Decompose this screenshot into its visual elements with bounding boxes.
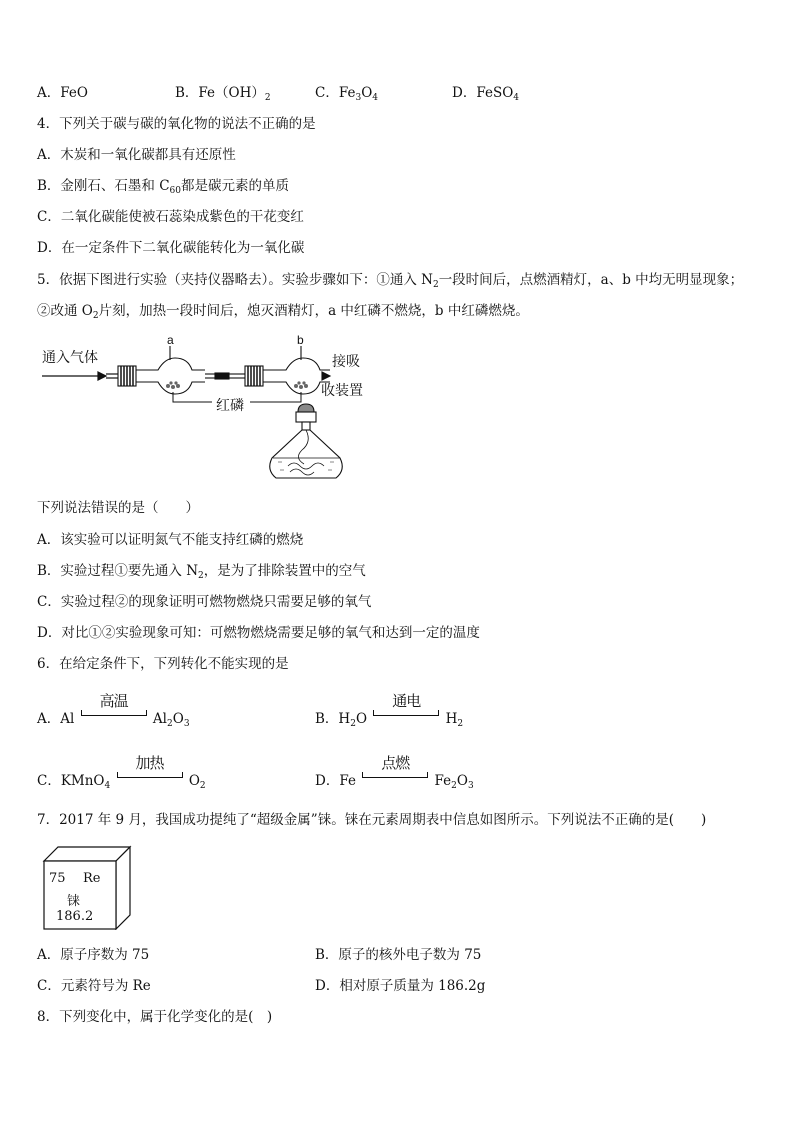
q4-option-a: A．木炭和一氧化碳都具有还原性 <box>37 147 236 163</box>
q6-option-b: B．$H_2O$ 通电 $H_2$ <box>315 692 464 729</box>
q6-option-a: A．Al 高温 $Al_2O_3$ <box>37 692 190 729</box>
reaction-arrow-d: 点燃 <box>360 764 430 790</box>
q5-stem-line2: ②改通 $O_2$片刻，加热一段时间后，熄灭酒精灯，a 中红磷不燃烧，b 中红磷燃烧。 <box>37 303 529 321</box>
element-symbol: Re <box>83 871 101 886</box>
diagram-inlet-label: 通入气体 <box>42 349 98 365</box>
q8-stem: 8．下列变化中，属于化学变化的是( ) <box>37 1009 273 1025</box>
q3-option-c: C．$Fe_3O_4$ <box>315 85 379 103</box>
q7-option-c: C．元素符号为 Re <box>37 978 151 994</box>
q7-option-d: D．相对原子质量为 186.2g <box>315 978 486 994</box>
element-atomic-number: 75 <box>49 871 66 886</box>
diagram-red-phosphorus-label: 红磷 <box>216 397 244 413</box>
element-name: 铼 <box>67 894 81 909</box>
q4-option-b: B．金刚石、石墨和 $C_{60}$都是碳元素的单质 <box>37 178 289 196</box>
tube-a <box>118 346 205 394</box>
q5-stem-line1: 5．依据下图进行实验（夹持仪器略去）。实验步骤如下：①通入 $N_2$一段时间后，点燃酒精灯，a、b 中均无明显现象； <box>37 272 744 290</box>
q3-option-d: D．FeSO$_4$ <box>452 85 519 103</box>
diagram-outlet-label-1: 接吸 <box>332 353 360 369</box>
q5-option-c: C．实验过程②的现象证明可燃物燃烧只需要足够的氧气 <box>37 594 372 610</box>
red-phosphorus-a <box>166 381 180 389</box>
reaction-arrow-b: 通电 <box>371 702 441 728</box>
q5-apparatus-diagram <box>40 330 380 490</box>
q5-option-a: A．该实验可以证明氮气不能支持红磷的燃烧 <box>37 532 304 548</box>
q5-option-b: B．实验过程①要先通入 $N_2$，是为了排除装置中的空气 <box>37 563 366 581</box>
element-atomic-mass: 186.2 <box>56 909 94 924</box>
diagram-label-b: b <box>297 333 304 347</box>
q7-stem: 7．2017 年 9 月，我国成功提纯了“超级金属”铼。铼在元素周期表中信息如图所示。下列说法不正确的是( ) <box>37 812 707 828</box>
diagram-label-a: a <box>167 333 174 347</box>
diagram-outlet-label-2: 收装置 <box>321 382 363 398</box>
q3-option-b: B．$Fe(OH)_2$ <box>175 85 271 103</box>
q4-option-c: C．二氧化碳能使被石蕊染成紫色的干花变红 <box>37 209 304 225</box>
q3-option-a: A．FeO <box>37 85 88 101</box>
q6-option-d: D．Fe 点燃 $Fe_2O_3$ <box>315 754 474 791</box>
reaction-arrow-c: 加热 <box>115 764 185 790</box>
q7-option-b: B．原子的核外电子数为 75 <box>315 947 482 963</box>
q5-option-d: D．对比①②实验现象可知：可燃物燃烧需要足够的氧气和达到一定的温度 <box>37 625 480 641</box>
q5-question: 下列说法错误的是（ ） <box>37 500 199 516</box>
q6-stem: 6．在给定条件下，下列转化不能实现的是 <box>37 656 289 672</box>
tube-b <box>245 346 330 394</box>
reaction-arrow-a: 高温 <box>79 702 149 728</box>
red-phosphorus-b <box>294 381 308 389</box>
q7-option-a: A．原子序数为 75 <box>37 947 150 963</box>
q4-option-d: D．在一定条件下二氧化碳能转化为一氧化碳 <box>37 240 305 256</box>
q4-stem: 4．下列关于碳与碳的氧化物的说法不正确的是 <box>37 116 316 132</box>
alcohol-lamp <box>270 404 343 478</box>
q6-option-c: C．KMnO$_4$ 加热 $O_2$ <box>37 754 206 791</box>
